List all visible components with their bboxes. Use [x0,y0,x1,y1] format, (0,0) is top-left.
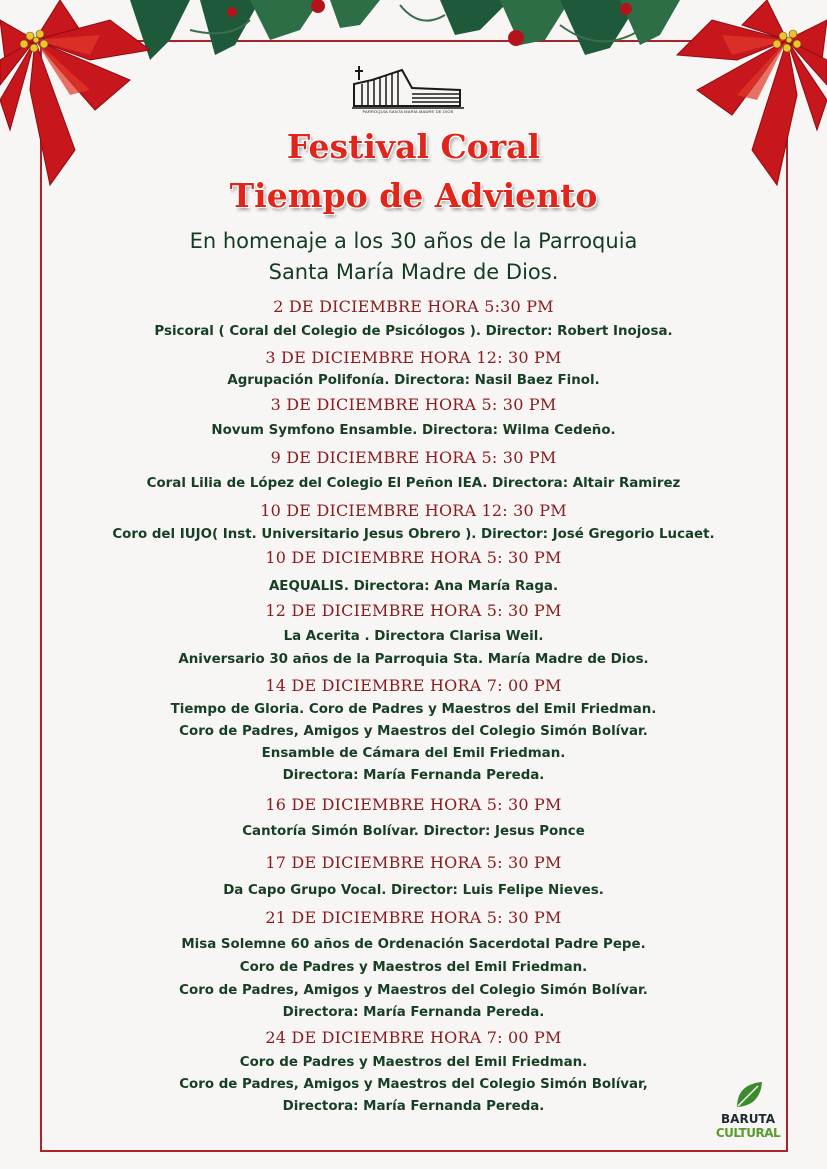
event-performer: Directora: María Fernanda Pereda. [282,768,545,783]
event-performer: Da Capo Grupo Vocal. Director: Luis Felipe Nieves. [223,883,604,898]
event-performer: AEQUALIS. Directora: Ana María Raga. [268,579,559,594]
event-date: 10 DE DICIEMBRE HORA 5: 30 PM [265,548,562,567]
event-performer: Cantoría Simón Bolívar. Director: Jesus Ponce [242,824,585,839]
event-performer: Coro de Padres, Amigos y Maestros del Colegio Simón Bolívar. [179,724,648,739]
event-performer: Coral Lilia de López del Colegio El Peñon IEA. Directora: Altair Ramirez [146,476,681,491]
page-title-line1: Festival Coral [286,127,541,166]
event-date: 3 DE DICIEMBRE HORA 12: 30 PM [265,348,562,367]
event-date: 10 DE DICIEMBRE HORA 12: 30 PM [260,501,567,520]
event-date: 9 DE DICIEMBRE HORA 5: 30 PM [270,448,557,467]
leaf-icon [734,1080,764,1110]
event-performer: Agrupación Polifonía. Directora: Nasil Baez Finol. [227,373,600,388]
event-date: 3 DE DICIEMBRE HORA 5: 30 PM [270,395,557,414]
baruta-cultural-logo [712,1078,784,1150]
event-date: 14 DE DICIEMBRE HORA 7: 00 PM [265,676,562,695]
event-performer: Misa Solemne 60 años de Ordenación Sacerdotal Padre Pepe. [181,937,646,952]
event-date: 21 DE DICIEMBRE HORA 5: 30 PM [265,908,562,927]
event-performer: Ensamble de Cámara del Emil Friedman. [261,746,566,761]
event-performer: Novum Symfono Ensamble. Directora: Wilma Cedeño. [211,423,616,438]
sponsor-word2: CULTURAL [715,1126,781,1140]
event-performer: Directora: María Fernanda Pereda. [282,1005,545,1020]
event-performer: Aniversario 30 años de la Parroquia Sta. María Madre de Dios. [178,652,649,667]
event-performer: Coro de Padres y Maestros del Emil Friedman. [239,1055,588,1070]
event-date: 16 DE DICIEMBRE HORA 5: 30 PM [265,795,562,814]
event-date: 24 DE DICIEMBRE HORA 7: 00 PM [265,1028,562,1047]
event-performer: Coro de Padres y Maestros del Emil Friedman. [239,960,588,975]
event-performer: Coro del IUJO( Inst. Universitario Jesus Obrero ). Director: José Gregorio Lucaet. [112,527,715,542]
event-performer: Directora: María Fernanda Pereda. [282,1099,545,1114]
event-date: 12 DE DICIEMBRE HORA 5: 30 PM [265,601,562,620]
sponsor-word1: BARUTA [721,1112,775,1126]
event-performer: Tiempo de Gloria. Coro de Padres y Maestros del Emil Friedman. [170,702,657,717]
subtitle-line1: En homenaje a los 30 años de la Parroquia [189,229,638,253]
subtitle-line2: Santa María Madre de Dios. [268,260,559,284]
logo-caption: PARROQUIA SANTA MARÍA MADRE DE DIOS [362,109,454,114]
event-performer: Coro de Padres, Amigos y Maestros del Colegio Simón Bolívar, [179,1077,648,1092]
page-title-line2: Tiempo de Adviento [229,176,598,215]
event-date: 2 DE DICIEMBRE HORA 5:30 PM [273,297,554,316]
event-date: 17 DE DICIEMBRE HORA 5: 30 PM [265,853,562,872]
event-performer: Coro de Padres, Amigos y Maestros del Colegio Simón Bolívar. [179,983,648,998]
event-performer: La Acerita . Directora Clarisa Weil. [283,629,544,644]
event-performer: Psicoral ( Coral del Colegio de Psicólogos ). Director: Robert Inojosa. [154,324,673,339]
